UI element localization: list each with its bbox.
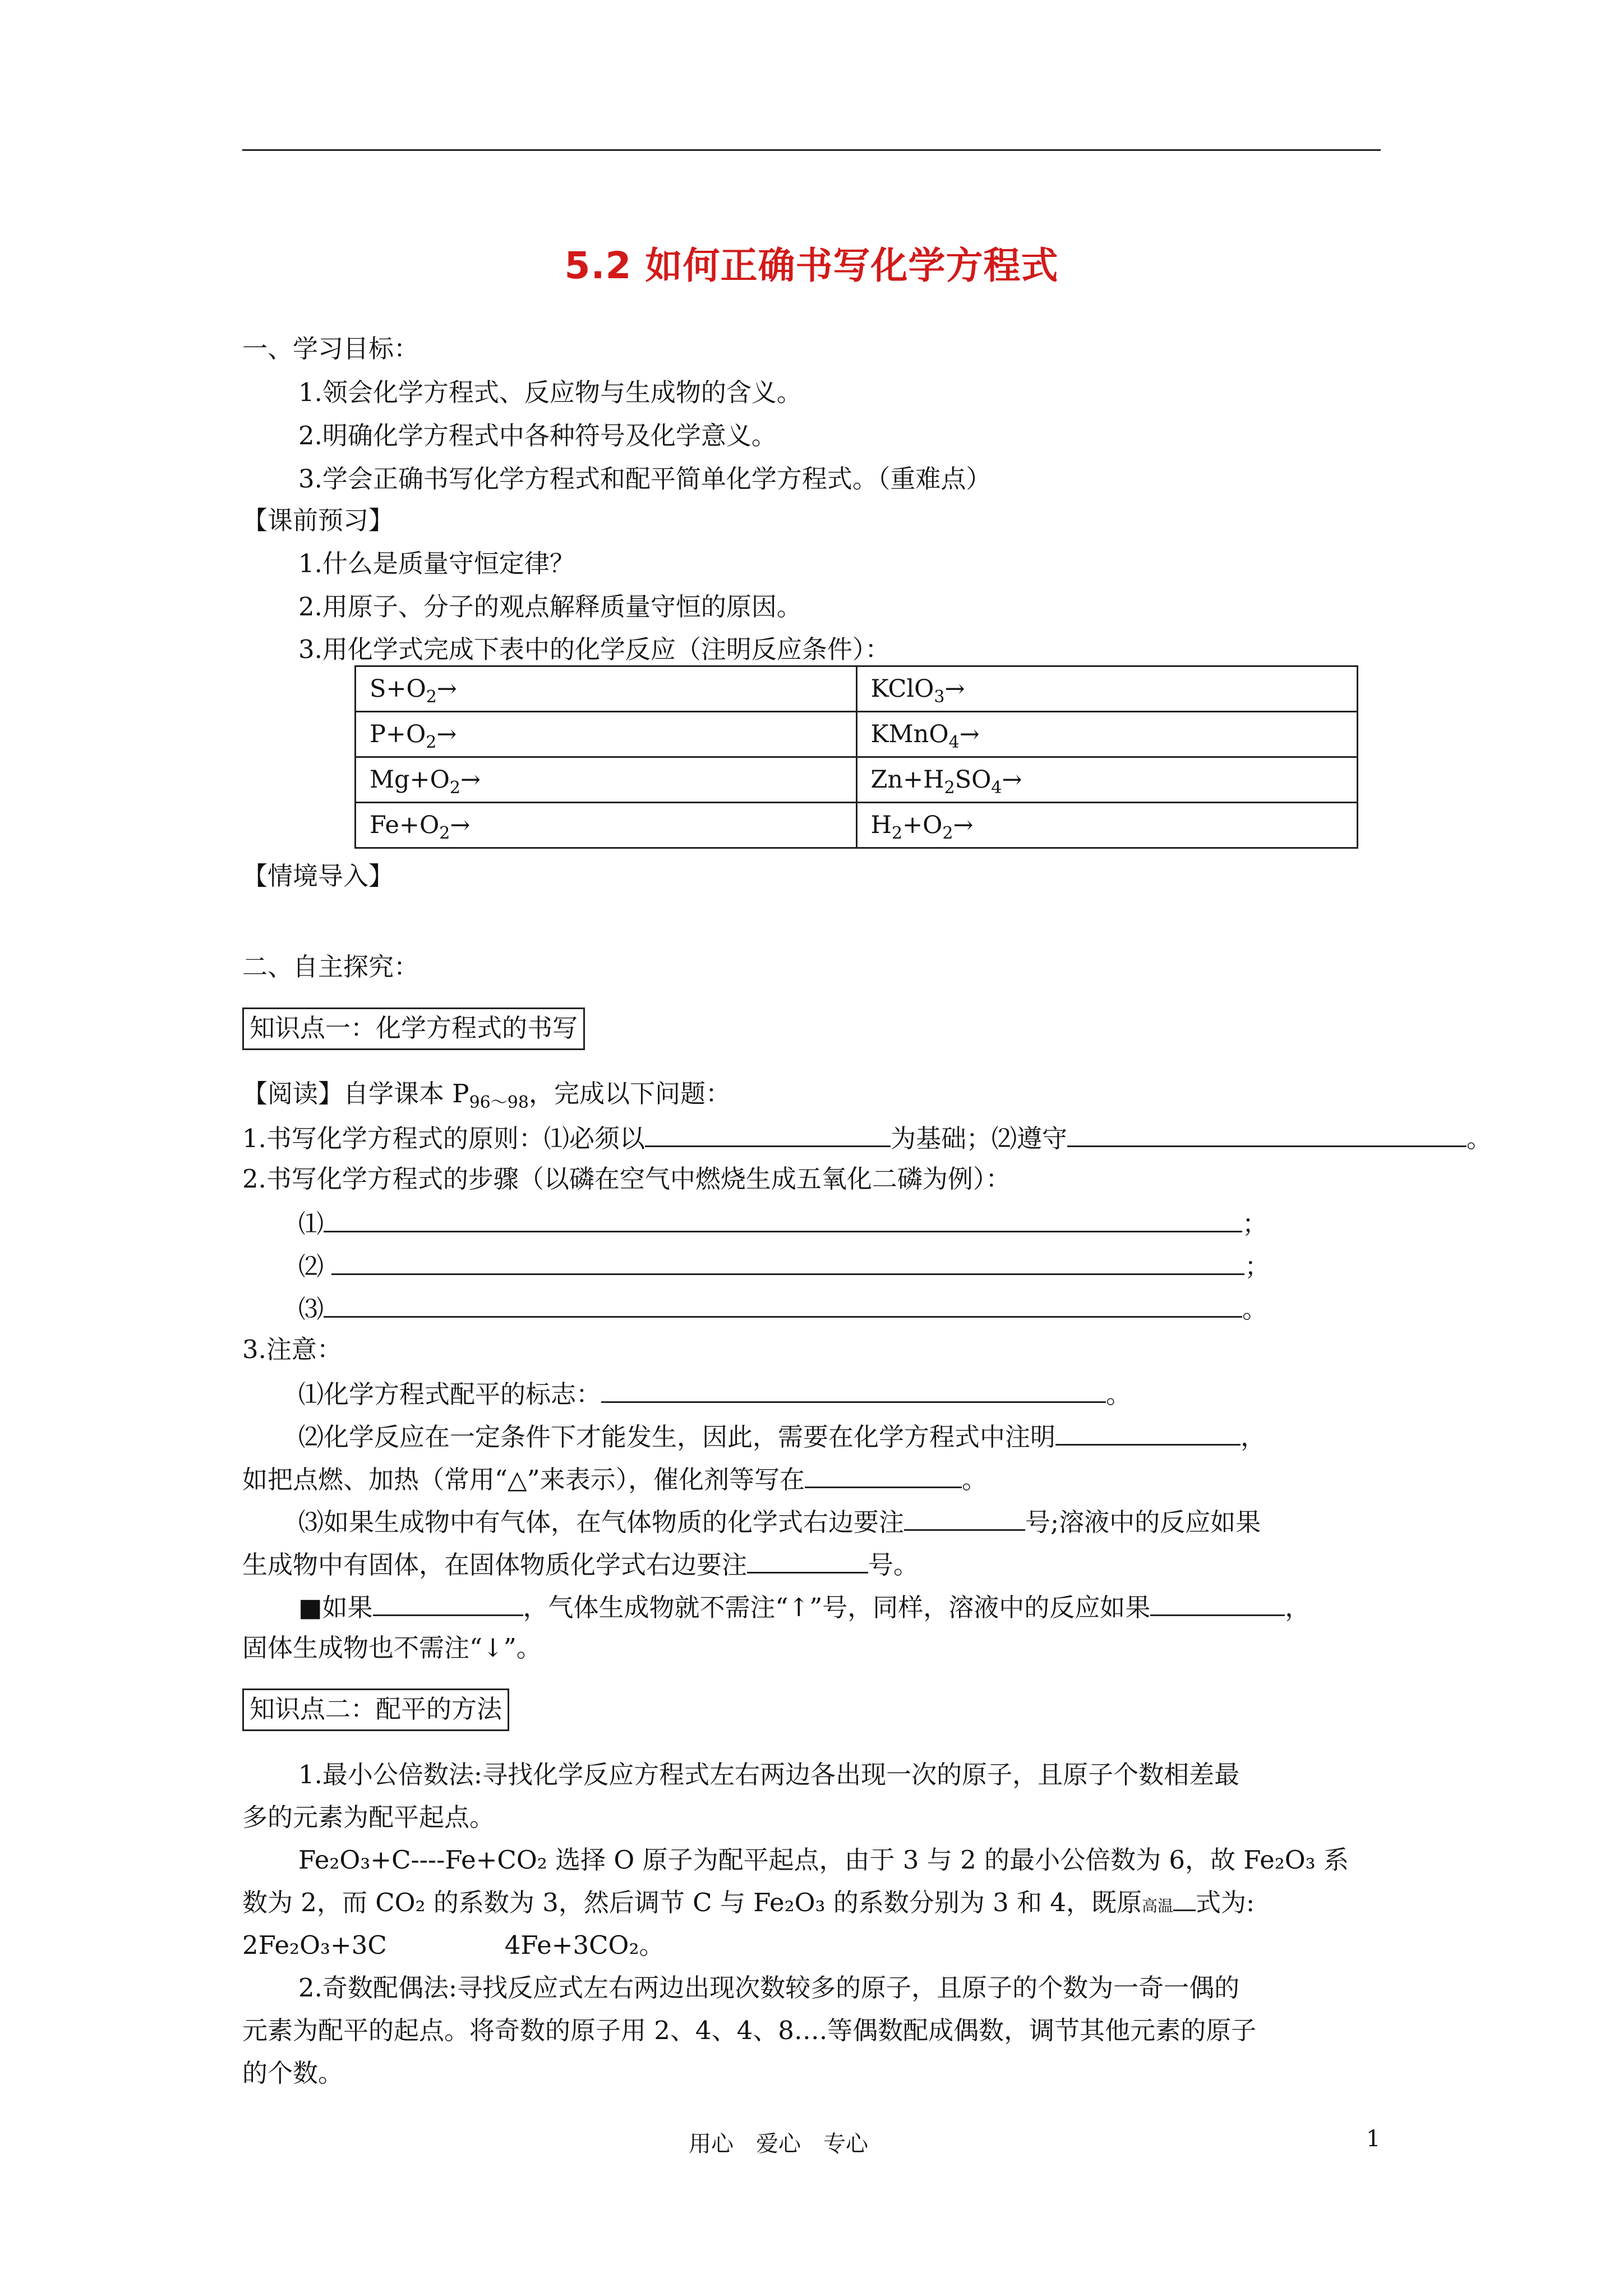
method-2-line-2: 元素为配平的起点。将奇数的原子用 2、4、4、8….等偶数配成偶数，调节其他元素的原子: [242, 2016, 1257, 2045]
table-cell: $S+O_2\to$: [356, 666, 857, 712]
note-1: ⑴化学方程式配平的标志： 。: [298, 1374, 1131, 1412]
table-cell: $P+O_2\to$: [356, 712, 857, 757]
section-heading-explore: 二、自主探究：: [242, 952, 419, 982]
table-row: [356, 803, 1358, 848]
table-row: [356, 712, 1358, 757]
footer-motto: 用心 爱心 专心: [689, 2131, 868, 2157]
method-2-line-1: 2.奇数配偶法:寻找反应式左右两边出现次数较多的原子，且原子的个数为一奇一偶的: [298, 1973, 1240, 2003]
preview-question-2: 2.用原子、分子的观点解释质量守恒的原因。: [298, 592, 802, 622]
preview-question-1: 1.什么是质量守恒定律？: [298, 549, 575, 578]
reaction-table: [354, 665, 1358, 849]
knowledge-point-2: 知识点二：配平的方法: [242, 1688, 509, 1731]
method-1-line-2: 多的元素为配平起点。: [242, 1802, 495, 1832]
table-cell: $Zn+H_2SO_4\to$: [856, 757, 1358, 803]
example-line-1: Fe₂O₃+C----Fe+CO₂ 选择 O 原子为配平起点，由于 3 与 2 的最小公倍数为 6，故 Fe₂O₃ 系: [298, 1845, 1349, 1875]
preview-question-3: 3.用化学式完成下表中的化学反应（注明反应条件）：: [298, 634, 891, 664]
example-line-2: 数为 2，而 CO₂ 的系数为 3，然后调节 C 与 Fe₂O₃ 的系数分别为 3 和 4，既原高温 式为:: [242, 1888, 1255, 1917]
table-cell: $Fe+O_2\to$: [356, 803, 857, 848]
table-cell: KMnO$_4$→: [856, 712, 1358, 757]
table-cell: $H_2+O_2\to$: [856, 803, 1358, 848]
goal-2: 2.明确化学方程式中各种符号及化学意义。: [298, 421, 777, 450]
table-cell: $Mg+O_2\to$: [356, 757, 857, 803]
note-3-line-2: 生成物中有固体，在固体物质化学式右边要注 号。: [242, 1545, 919, 1583]
page-number: 1: [1366, 2126, 1381, 2152]
note-2-line-2: 如把点燃、加热（常用“△”来表示），催化剂等写在 。: [242, 1460, 987, 1498]
note-2-line-1: ⑵化学反应在一定条件下才能发生，因此，需要在化学方程式中注明 ，: [298, 1417, 1266, 1455]
header-rule: [242, 149, 1381, 151]
step-line-2: ⑵ ；: [298, 1246, 1270, 1285]
principle-line: 1.书写化学方程式的原则：⑴必须以 为基础；⑵遵守 。: [242, 1119, 1492, 1157]
reading-instruction: 【阅读】自学课本 $P_{96\sim 98}$，完成以下问题：: [242, 1079, 731, 1112]
step-line-1: ⑴ ；: [298, 1204, 1267, 1242]
goal-1: 1.领会化学方程式、反应物与生成物的含义。: [298, 378, 802, 407]
section-heading-goals: 一、学习目标：: [242, 334, 419, 364]
situation-heading: 【情境导入】: [242, 861, 394, 891]
method-1-line-1: 1.最小公倍数法:寻找化学反应方程式左右两边各出现一次的原子，且原子个数相差最: [298, 1760, 1240, 1789]
notes-heading: 3.注意：: [242, 1335, 342, 1364]
note-3-line-1: ⑶如果生成物中有气体，在气体物质的化学式右边要注 号;溶液中的反应如果: [298, 1502, 1261, 1540]
steps-heading: 2.书写化学方程式的步骤（以磷在空气中燃烧生成五氧化二磷为例）：: [242, 1164, 1011, 1194]
method-2-line-3: 的个数。: [242, 2058, 344, 2088]
table-row: [356, 757, 1358, 803]
note-4-line-2: 固体生成物也不需注“↓”。: [242, 1633, 542, 1663]
step-line-3: ⑶ 。: [298, 1289, 1267, 1327]
reaction-condition: 高温: [1142, 1897, 1174, 1915]
table-row: [356, 666, 1358, 712]
note-4-line-1: ■如果 ，气体生成物就不需注“↑”号，同样，溶液中的反应如果 ，: [298, 1588, 1310, 1626]
preview-heading: 【课前预习】: [242, 505, 394, 535]
table-cell: KClO$_3$→: [856, 666, 1358, 712]
knowledge-point-1: 知识点一：化学方程式的书写: [242, 1007, 585, 1050]
goal-3: 3.学会正确书写化学方程式和配平简单化学方程式。（重难点）: [298, 464, 992, 494]
page-title: 5.2 如何正确书写化学方程式: [564, 244, 1059, 287]
example-line-3: 2Fe₂O₃+3C 4Fe+3CO₂。: [242, 1930, 665, 1960]
